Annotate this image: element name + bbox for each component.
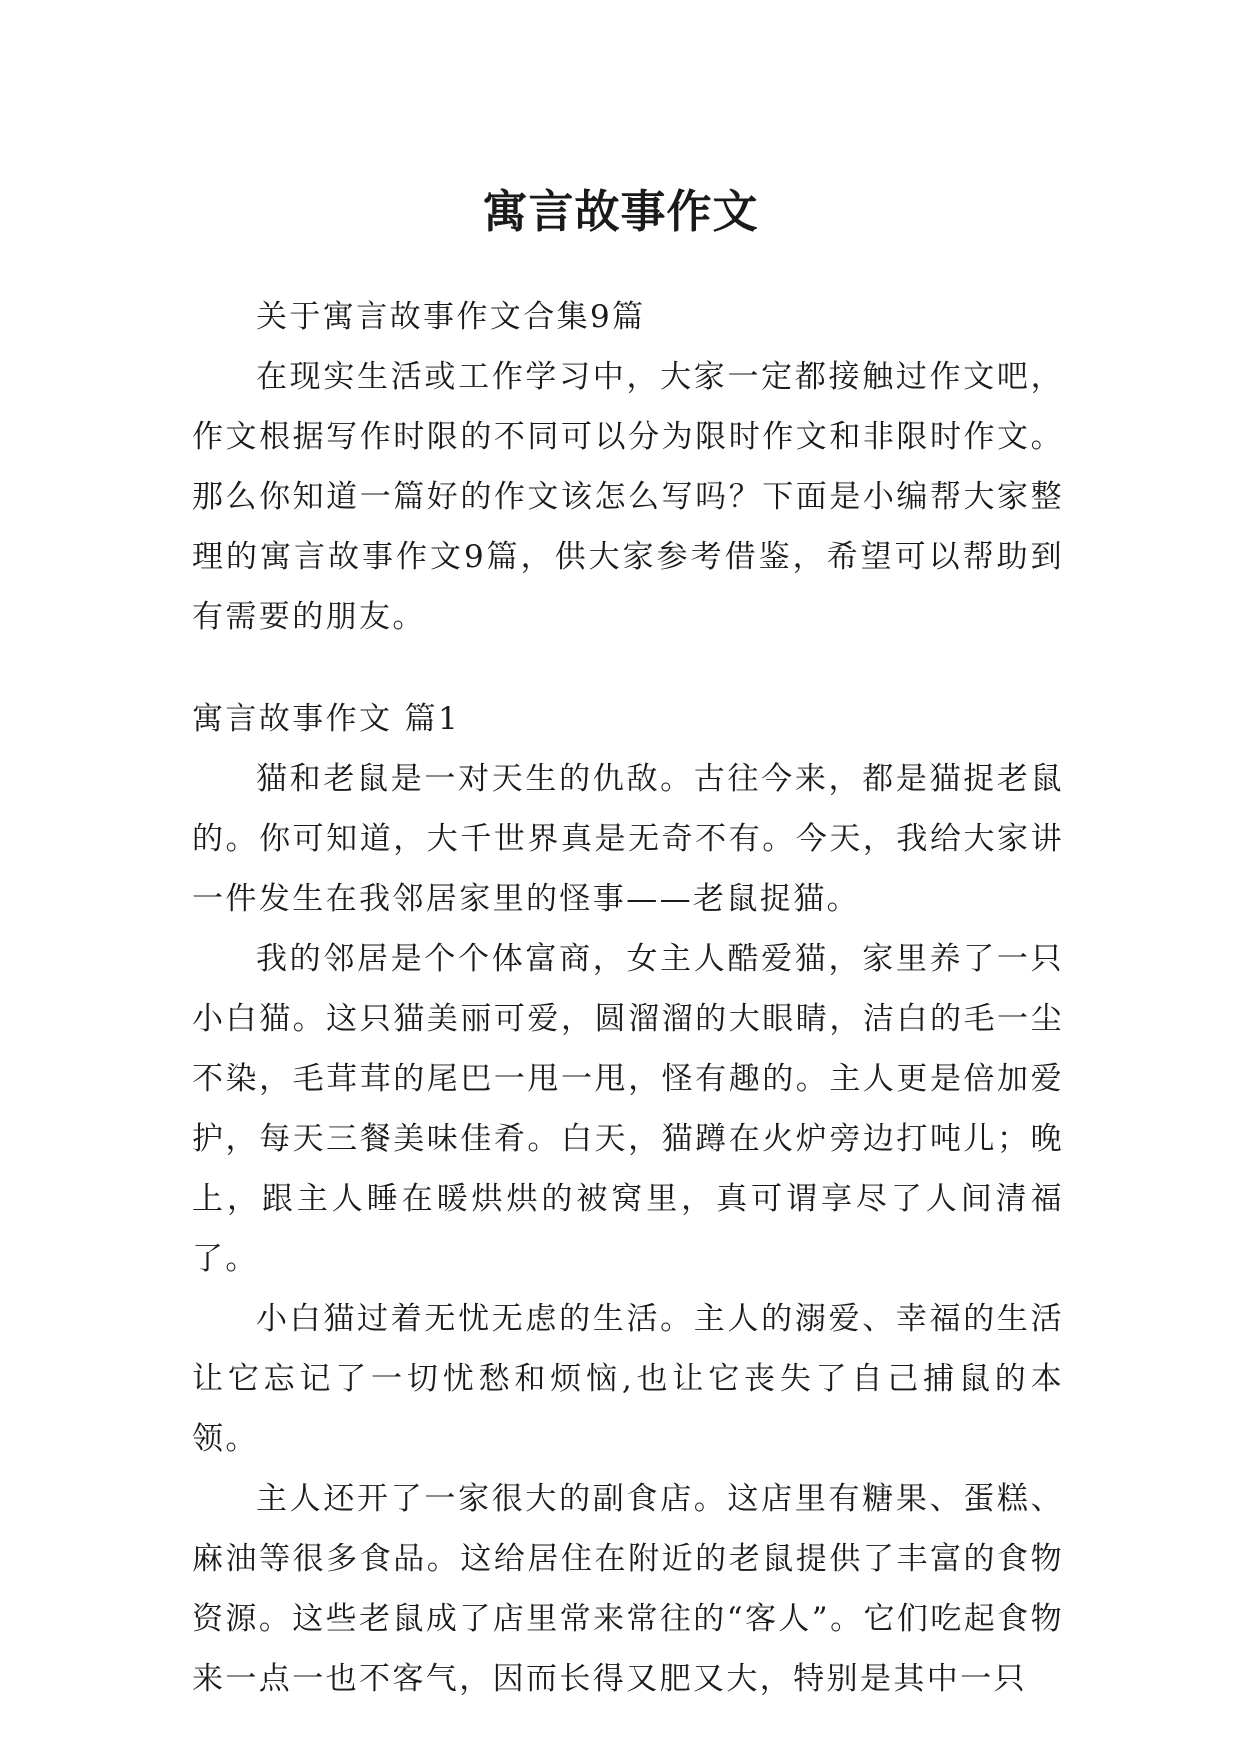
intro-paragraph: 在现实生活或工作学习中，大家一定都接触过作文吧，作文根据写作时限的不同可以分为限时作文和非限时作文。那么你知道一篇好的作文该怎么写吗？下面是小编帮大家整理的寓言故事作文9篇，供大家参考借鉴，希望可以帮助到有需要的朋友。 bbox=[192, 359, 1064, 635]
story-paragraph: 小白猫过着无忧无虑的生活。主人的溺爱、幸福的生活让它忘记了一切忧愁和烦恼,也让它丧失了自己捕鼠的本领。 bbox=[192, 1301, 1064, 1457]
story-paragraph: 主人还开了一家很大的副食店。这店里有糖果、蛋糕、麻油等很多食品。这给居住在附近的老鼠提供了丰富的食物资源。这些老鼠成了店里常来常往的“客人”。它们吃起食物来一点一也不客气，因而长得又肥又大，特别是其中一只 bbox=[192, 1481, 1064, 1697]
intro-section bbox=[192, 287, 1064, 647]
collection-line: 关于寓言故事作文合集9篇 bbox=[256, 299, 646, 335]
story-paragraph: 猫和老鼠是一对天生的仇敌。古往今来，都是猫捉老鼠的。你可知道，大千世界真是无奇不有。今天，我给大家讲一件发生在我邻居家里的怪事——老鼠捉猫。 bbox=[192, 761, 1064, 917]
story-paragraph: 我的邻居是个个体富商，女主人酷爱猫，家里养了一只小白猫。这只猫美丽可爱，圆溜溜的大眼睛，洁白的毛一尘不染，毛茸茸的尾巴一甩一甩，怪有趣的。主人更是倍加爱护，每天三餐美味佳肴。白天，猫蹲在火炉旁边打吨儿；晚上，跟主人睡在暖烘烘的被窝里，真可谓享尽了人间清福了。 bbox=[192, 941, 1064, 1277]
story-section bbox=[192, 749, 1064, 1709]
section-heading: 寓言故事作文 篇1 bbox=[192, 701, 461, 737]
page-title: 寓言故事作文 bbox=[482, 185, 759, 239]
